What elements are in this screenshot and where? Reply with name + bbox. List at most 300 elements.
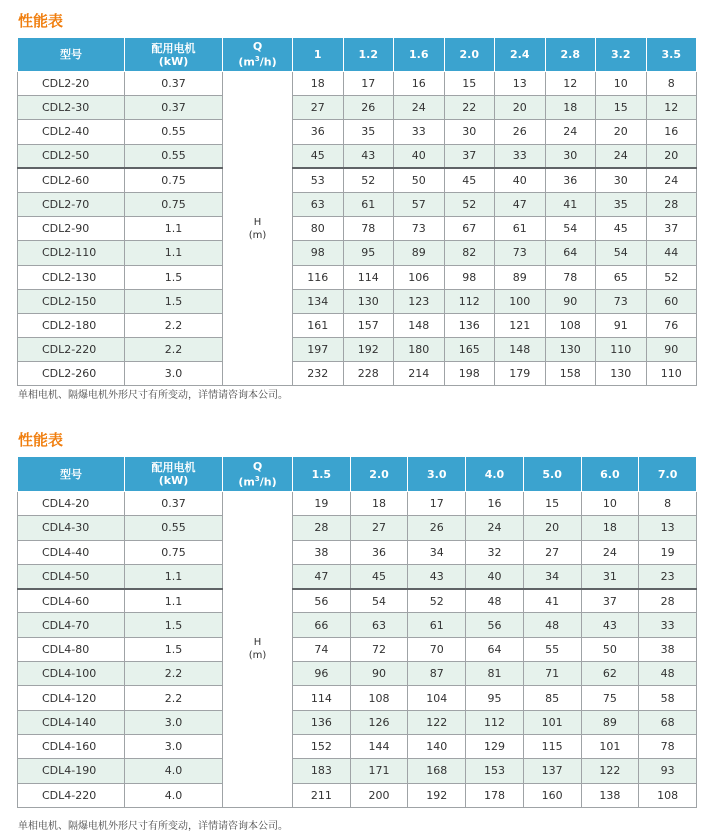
power-cell: 0.55 [125,144,223,168]
power-cell: 0.55 [125,120,223,144]
head-value-cell: 20 [646,144,697,168]
header-flow-value: 1.5 [293,457,351,492]
head-value-cell: 61 [343,192,394,216]
header-motor-label: 配用电机 [151,461,196,474]
head-value-cell: 91 [596,313,647,337]
head-value-cell: 95 [466,686,524,710]
head-value-cell: 30 [444,120,495,144]
head-value-cell: 112 [466,710,524,734]
head-value-cell: 144 [350,734,408,758]
power-cell: 4.0 [125,783,223,807]
table-row [18,313,697,337]
head-value-cell: 43 [581,613,639,637]
head-value-cell: 36 [350,540,408,564]
head-value-cell: 101 [523,710,581,734]
power-cell: 2.2 [125,338,223,362]
head-value-cell: 116 [293,265,344,289]
head-value-cell: 18 [581,516,639,540]
footnote: 单相电机、隔爆电机外形尺寸有所变动，详情请咨询本公司。 [18,390,288,401]
head-value-cell: 60 [646,289,697,313]
header-flow-unit [223,473,292,489]
table-row [18,192,697,216]
model-cell: CDL4-120 [18,686,125,710]
head-value-cell: 24 [545,120,596,144]
table-row [18,613,697,637]
flow-unit-post: /h) [259,475,277,489]
model-cell: CDL2-110 [18,241,125,265]
header-model: 型号 [18,457,125,492]
power-cell: 2.2 [125,662,223,686]
head-value-cell: 178 [466,783,524,807]
head-value-cell: 160 [523,783,581,807]
model-cell: CDL2-60 [18,168,125,192]
table-row [18,265,697,289]
head-value-cell: 74 [293,637,351,661]
head-value-cell: 98 [444,265,495,289]
model-cell: CDL4-160 [18,734,125,758]
head-value-cell: 10 [596,72,647,96]
head-value-cell: 37 [646,217,697,241]
head-value-cell: 76 [646,313,697,337]
table-row [18,217,697,241]
power-cell: 1.1 [125,241,223,265]
power-cell: 0.55 [125,516,223,540]
head-value-cell: 85 [523,686,581,710]
head-value-cell: 192 [408,783,466,807]
header-motor-unit: (kW) [158,54,189,68]
head-value-cell: 95 [343,241,394,265]
head-value-cell: 33 [394,120,445,144]
head-value-cell: 41 [523,589,581,613]
head-value-cell: 34 [408,540,466,564]
performance-table [17,456,697,808]
head-value-cell: 33 [495,144,546,168]
model-cell: CDL4-20 [18,492,125,516]
head-value-cell: 90 [545,289,596,313]
head-value-cell: 53 [293,168,344,192]
head-value-cell: 58 [639,686,697,710]
model-cell: CDL2-130 [18,265,125,289]
head-unit: (m) [248,229,267,241]
head-value-cell: 20 [495,96,546,120]
head-value-cell: 148 [495,338,546,362]
head-value-cell: 28 [293,516,351,540]
head-value-cell: 30 [545,144,596,168]
head-value-cell: 33 [639,613,697,637]
head-value-cell: 16 [394,72,445,96]
head-label-cell [223,492,293,808]
head-value-cell: 54 [596,241,647,265]
head-value-cell: 56 [466,613,524,637]
table-row [18,686,697,710]
head-value-cell: 24 [581,540,639,564]
head-value-cell: 64 [545,241,596,265]
head-value-cell: 214 [394,362,445,386]
head-value-cell: 19 [639,540,697,564]
table-row [18,96,697,120]
head-value-cell: 136 [444,313,495,337]
head-value-cell: 52 [343,168,394,192]
head-value-cell: 28 [639,589,697,613]
head-value-cell: 52 [408,589,466,613]
flow-unit-pre: (m [238,475,255,489]
head-value-cell: 228 [343,362,394,386]
head-value-cell: 17 [408,492,466,516]
head-value-cell: 15 [523,492,581,516]
power-cell: 1.5 [125,289,223,313]
power-cell: 1.5 [125,637,223,661]
head-value-cell: 80 [293,217,344,241]
power-cell: 2.2 [125,313,223,337]
power-cell: 3.0 [125,362,223,386]
header-flow-label: Q [252,40,263,54]
section-title: 性能表 [18,12,64,30]
head-value-cell: 73 [495,241,546,265]
head-value-cell: 27 [523,540,581,564]
head-value-cell: 78 [343,217,394,241]
power-cell: 1.1 [125,217,223,241]
table-row [18,362,697,386]
head-value-cell: 16 [466,492,524,516]
head-value-cell: 66 [293,613,351,637]
header-row [18,457,697,492]
header-flow-value: 3.5 [646,38,697,72]
model-cell: CDL4-190 [18,759,125,783]
head-value-cell: 136 [293,710,351,734]
head-value-cell: 180 [394,338,445,362]
header-flow-label: Q [252,459,263,473]
performance-table [17,37,697,386]
head-value-cell: 122 [581,759,639,783]
head-value-cell: 35 [596,192,647,216]
header-flow-value: 2.0 [350,457,408,492]
power-cell: 0.37 [125,492,223,516]
head-value-cell: 126 [350,710,408,734]
head-value-cell: 138 [581,783,639,807]
table-row [18,589,697,613]
power-cell: 2.2 [125,686,223,710]
head-value-cell: 30 [596,168,647,192]
head-value-cell: 134 [293,289,344,313]
header-motor-label: 配用电机 [151,41,196,55]
header-motor-unit: (kW) [158,474,189,487]
model-cell: CDL4-60 [18,589,125,613]
head-value-cell: 137 [523,759,581,783]
header-flow-value: 5.0 [523,457,581,492]
head-value-cell: 130 [545,338,596,362]
power-cell: 3.0 [125,734,223,758]
head-value-cell: 48 [523,613,581,637]
model-cell: CDL2-90 [18,217,125,241]
head-value-cell: 90 [646,338,697,362]
head-value-cell: 96 [293,662,351,686]
head-value-cell: 35 [343,120,394,144]
head-value-cell: 18 [350,492,408,516]
model-cell: CDL2-30 [18,96,125,120]
header-flow-value: 2.4 [495,38,546,72]
header-flow-value: 2.8 [545,38,596,72]
head-value-cell: 24 [646,168,697,192]
model-cell: CDL2-40 [18,120,125,144]
head-value-cell: 63 [350,613,408,637]
head-value-cell: 16 [646,120,697,144]
head-value-cell: 114 [343,265,394,289]
head-value-cell: 197 [293,338,344,362]
head-value-cell: 13 [495,72,546,96]
head-value-cell: 129 [466,734,524,758]
head-value-cell: 61 [495,217,546,241]
table-row [18,662,697,686]
model-cell: CDL2-220 [18,338,125,362]
power-cell: 1.1 [125,589,223,613]
head-value-cell: 54 [350,589,408,613]
power-cell: 4.0 [125,759,223,783]
header-flow [223,38,293,72]
head-value-cell: 115 [523,734,581,758]
head-value-cell: 165 [444,338,495,362]
header-flow-value: 7.0 [639,457,697,492]
head-value-cell: 52 [646,265,697,289]
table-row [18,637,697,661]
model-cell: CDL4-220 [18,783,125,807]
head-value-cell: 26 [343,96,394,120]
head-value-cell: 18 [293,72,344,96]
head-value-cell: 93 [639,759,697,783]
head-value-cell: 24 [394,96,445,120]
head-value-cell: 65 [596,265,647,289]
head-value-cell: 108 [545,313,596,337]
model-cell: CDL4-80 [18,637,125,661]
model-cell: CDL4-100 [18,662,125,686]
head-value-cell: 101 [581,734,639,758]
head-value-cell: 106 [394,265,445,289]
head-value-cell: 108 [639,783,697,807]
head-value-cell: 110 [596,338,647,362]
head-value-cell: 211 [293,783,351,807]
header-flow-value: 1.2 [343,38,394,72]
header-flow-value: 1 [293,38,344,72]
power-cell: 0.75 [125,192,223,216]
header-motor [125,38,223,72]
table-row [18,564,697,588]
head-value-cell: 23 [639,564,697,588]
table-row [18,144,697,168]
head-value-cell: 168 [408,759,466,783]
table-row [18,72,697,96]
header-flow-unit [223,53,292,69]
header-flow-value: 1.6 [394,38,445,72]
head-value-cell: 75 [581,686,639,710]
head-value-cell: 122 [408,710,466,734]
head-value-cell: 70 [408,637,466,661]
table-row [18,540,697,564]
table-row [18,168,697,192]
head-value-cell: 44 [646,241,697,265]
head-value-cell: 36 [293,120,344,144]
model-cell: CDL4-30 [18,516,125,540]
head-value-cell: 121 [495,313,546,337]
model-cell: CDL2-150 [18,289,125,313]
table-row [18,241,697,265]
head-value-cell: 57 [394,192,445,216]
head-value-cell: 78 [545,265,596,289]
head-value-cell: 73 [394,217,445,241]
head-value-cell: 40 [495,168,546,192]
model-cell: CDL4-140 [18,710,125,734]
head-value-cell: 71 [523,662,581,686]
head-value-cell: 100 [495,289,546,313]
table-row [18,289,697,313]
head-value-cell: 104 [408,686,466,710]
model-cell: CDL4-40 [18,540,125,564]
head-value-cell: 37 [444,144,495,168]
head-value-cell: 130 [343,289,394,313]
head-value-cell: 61 [408,613,466,637]
table-row [18,783,697,807]
head-value-cell: 54 [545,217,596,241]
head-value-cell: 200 [350,783,408,807]
head-value-cell: 17 [343,72,394,96]
head-value-cell: 89 [581,710,639,734]
header-flow-value: 2.0 [444,38,495,72]
head-label-cell [223,72,293,386]
head-value-cell: 179 [495,362,546,386]
head-value-cell: 31 [581,564,639,588]
head-value-cell: 40 [466,564,524,588]
head-value-cell: 108 [350,686,408,710]
head-value-cell: 20 [523,516,581,540]
head-value-cell: 34 [523,564,581,588]
head-value-cell: 43 [408,564,466,588]
head-value-cell: 87 [408,662,466,686]
head-value-cell: 45 [350,564,408,588]
header-motor [125,457,223,492]
head-value-cell: 40 [394,144,445,168]
head-label: H [253,216,262,228]
head-value-cell: 152 [293,734,351,758]
power-cell: 0.37 [125,96,223,120]
head-value-cell: 47 [495,192,546,216]
head-value-cell: 161 [293,313,344,337]
head-value-cell: 22 [444,96,495,120]
head-value-cell: 47 [293,564,351,588]
table-row [18,759,697,783]
head-value-cell: 64 [466,637,524,661]
head-value-cell: 50 [581,637,639,661]
head-value-cell: 130 [596,362,647,386]
head-value-cell: 112 [444,289,495,313]
head-value-cell: 27 [350,516,408,540]
head-value-cell: 52 [444,192,495,216]
head-value-cell: 24 [466,516,524,540]
head-value-cell: 48 [466,589,524,613]
head-value-cell: 32 [466,540,524,564]
head-value-cell: 27 [293,96,344,120]
head-label: H [253,637,262,649]
head-value-cell: 171 [350,759,408,783]
head-value-cell: 198 [444,362,495,386]
head-value-cell: 20 [596,120,647,144]
head-value-cell: 12 [545,72,596,96]
power-cell: 0.75 [125,540,223,564]
head-value-cell: 78 [639,734,697,758]
flow-unit-sup: 3 [254,55,260,64]
model-cell: CDL4-50 [18,564,125,588]
head-value-cell: 82 [444,241,495,265]
head-value-cell: 63 [293,192,344,216]
head-value-cell: 89 [394,241,445,265]
head-value-cell: 8 [646,72,697,96]
head-value-cell: 157 [343,313,394,337]
head-value-cell: 43 [343,144,394,168]
table-row [18,492,697,516]
head-value-cell: 183 [293,759,351,783]
head-value-cell: 68 [639,710,697,734]
head-value-cell: 24 [596,144,647,168]
head-value-cell: 26 [408,516,466,540]
power-cell: 3.0 [125,710,223,734]
head-value-cell: 15 [596,96,647,120]
power-cell: 1.5 [125,613,223,637]
head-value-cell: 38 [639,637,697,661]
head-unit: (m) [248,650,267,662]
head-value-cell: 28 [646,192,697,216]
head-value-cell: 98 [293,241,344,265]
head-value-cell: 26 [495,120,546,144]
head-value-cell: 12 [646,96,697,120]
head-value-cell: 45 [596,217,647,241]
model-cell: CDL2-70 [18,192,125,216]
model-cell: CDL2-260 [18,362,125,386]
head-value-cell: 62 [581,662,639,686]
head-value-cell: 37 [581,589,639,613]
header-model: 型号 [18,38,125,72]
table-row [18,516,697,540]
head-value-cell: 114 [293,686,351,710]
footnote: 单相电机、隔爆电机外形尺寸有所变动，详情请咨询本公司。 [18,821,288,832]
head-value-cell: 67 [444,217,495,241]
head-value-cell: 89 [495,265,546,289]
table-row [18,338,697,362]
head-value-cell: 153 [466,759,524,783]
head-value-cell: 192 [343,338,394,362]
head-value-cell: 13 [639,516,697,540]
head-value-cell: 38 [293,540,351,564]
head-value-cell: 50 [394,168,445,192]
head-value-cell: 19 [293,492,351,516]
head-value-cell: 140 [408,734,466,758]
head-value-cell: 18 [545,96,596,120]
power-cell: 1.5 [125,265,223,289]
head-value-cell: 232 [293,362,344,386]
head-value-cell: 55 [523,637,581,661]
head-value-cell: 15 [444,72,495,96]
power-cell: 1.1 [125,564,223,588]
head-value-cell: 36 [545,168,596,192]
head-value-cell: 110 [646,362,697,386]
model-cell: CDL2-50 [18,144,125,168]
header-flow-value: 6.0 [581,457,639,492]
head-value-cell: 10 [581,492,639,516]
head-value-cell: 45 [293,144,344,168]
table-row [18,710,697,734]
table-row [18,120,697,144]
head-value-cell: 73 [596,289,647,313]
head-value-cell: 123 [394,289,445,313]
model-cell: CDL2-180 [18,313,125,337]
head-value-cell: 81 [466,662,524,686]
flow-unit-sup: 3 [254,474,260,483]
